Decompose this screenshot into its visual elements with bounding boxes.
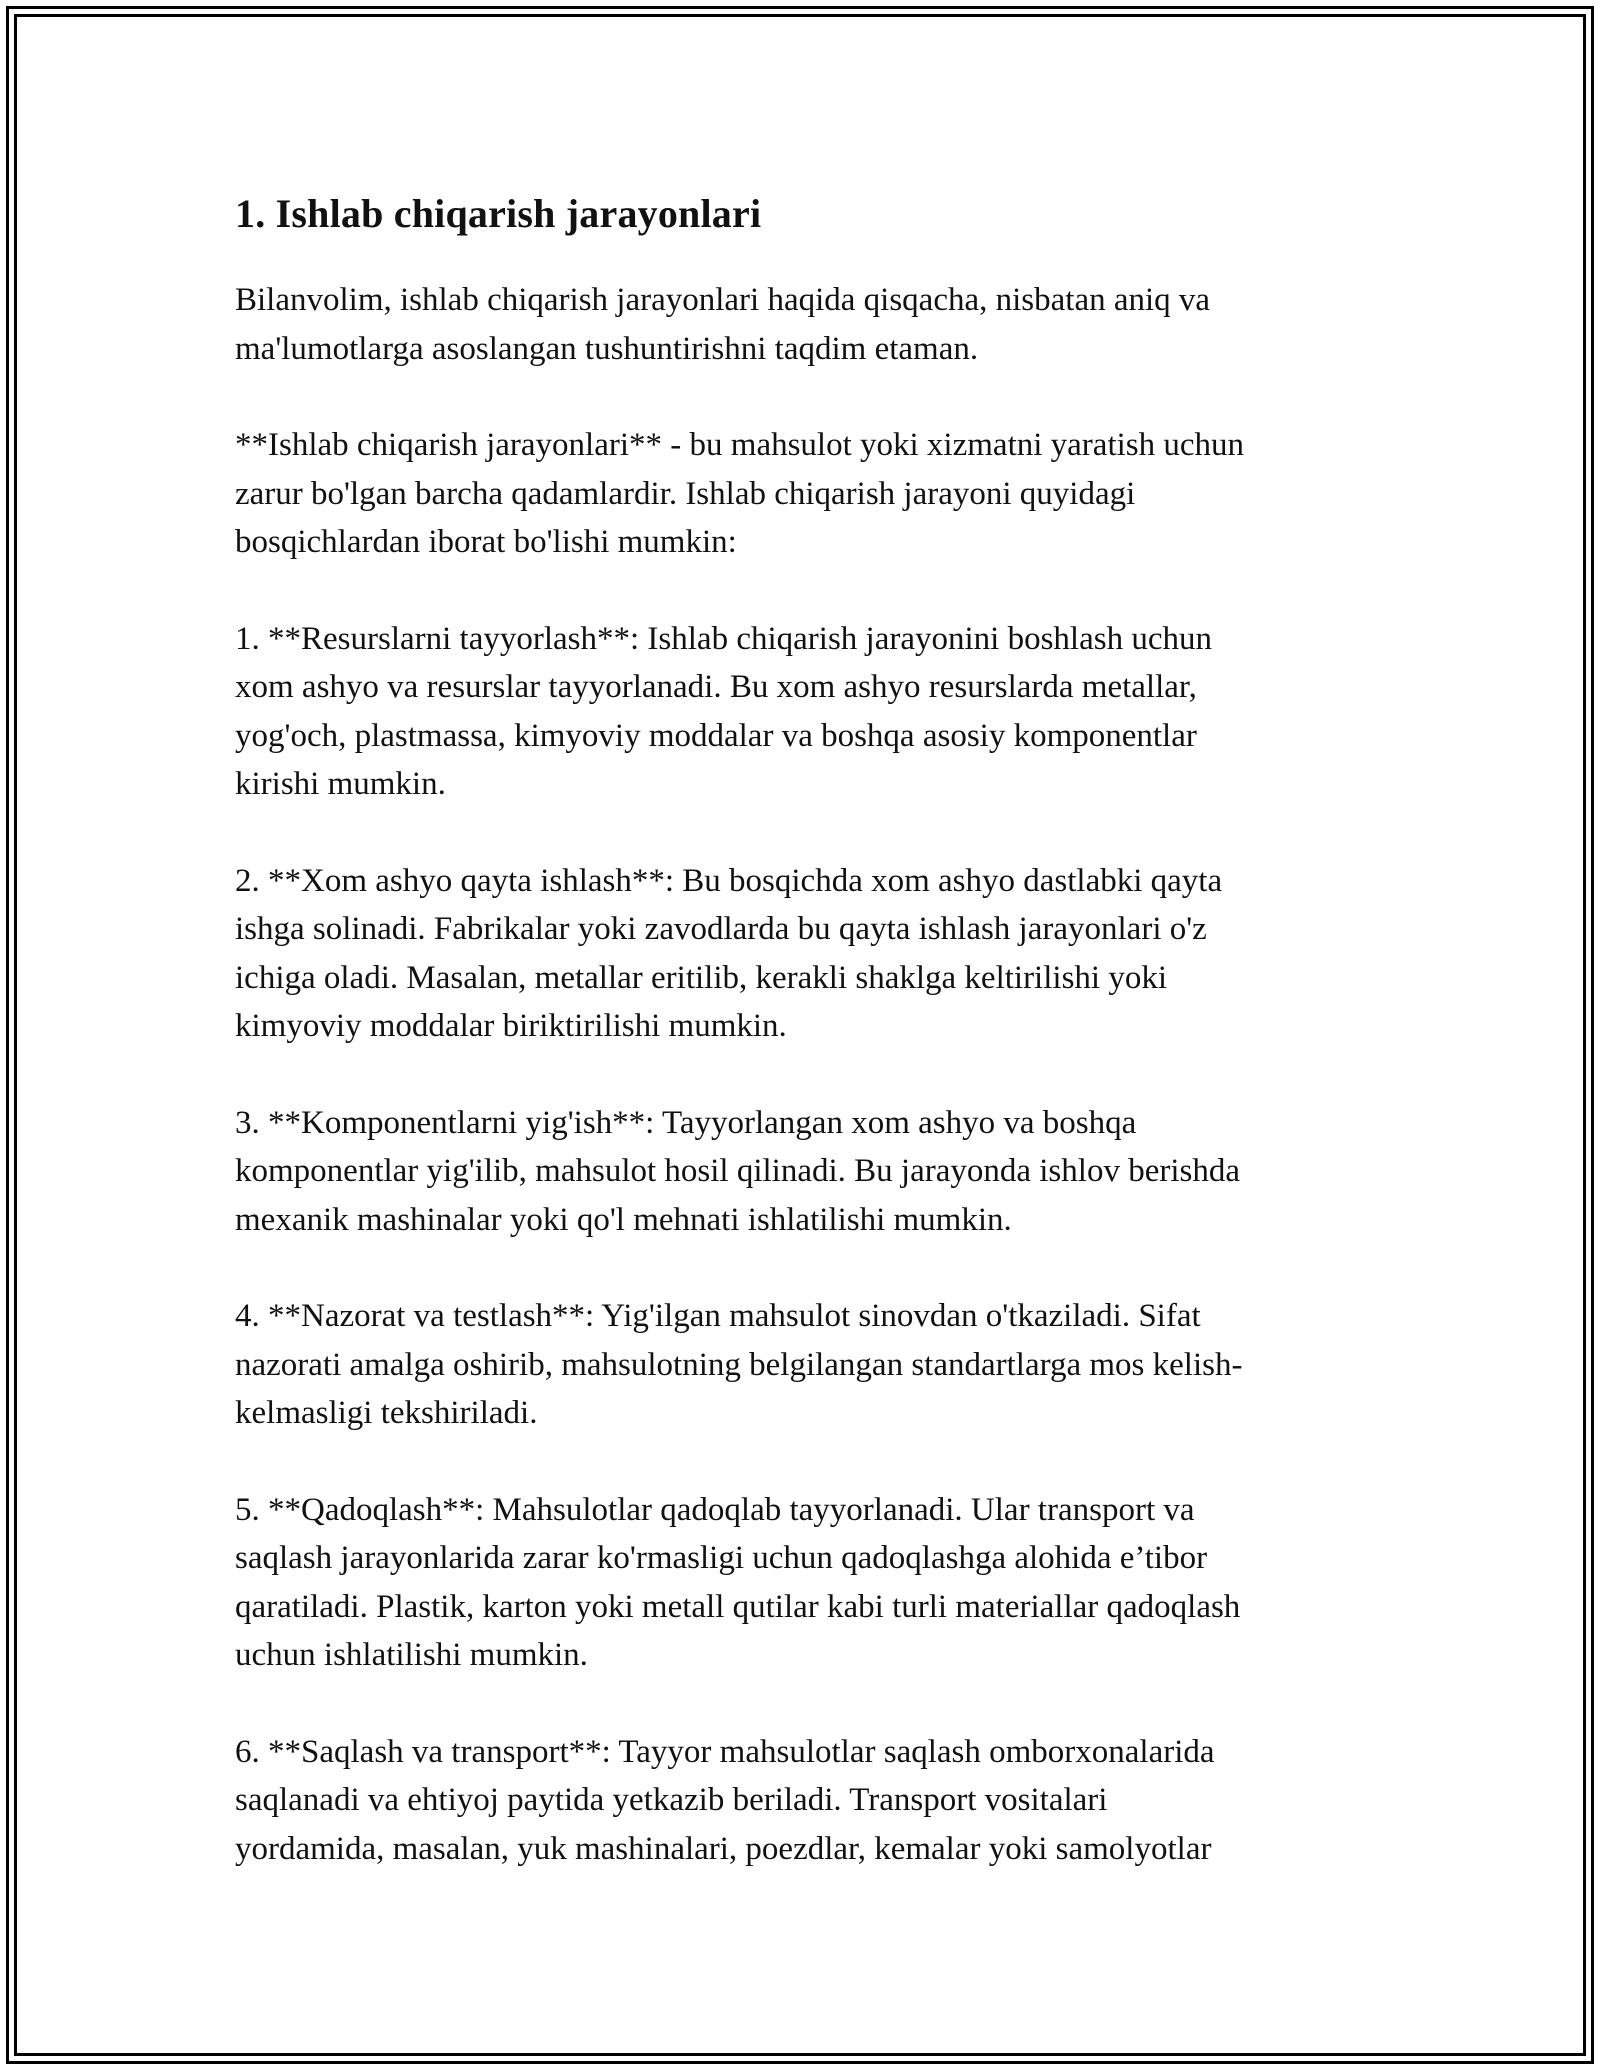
step-1-paragraph: 1. **Resurslarni tayyorlash**: Ishlab chiqarish jarayonini boshlash uchun xom ashyo va resurslar tayyorlanadi. Bu xom ashyo resurslarda metallar, yog'och, plastmassa, kimyoviy moddalar va boshqa asosiy komponentlar kirishi mumkin. <box>235 620 1212 802</box>
definition-paragraph: **Ishlab chiqarish jarayonlari** - bu mahsulot yoki xizmatni yaratish uchun zarur bo'lgan barcha qadamlardir. Ishlab chiqarish jarayoni quyidagi bosqichlardan iborat bo'lishi mumkin: <box>235 427 1245 560</box>
document-body <box>235 184 1370 1921</box>
step-3-paragraph: 3. **Komponentlarni yig'ish**: Tayyorlangan xom ashyo va boshqa komponentlar yig'ilib, mahsulot hosil qilinadi. Bu jarayonda ishlov berishda mexanik mashinalar yoki qo'l mehnati ishlatilishi mumkin. <box>235 1104 1240 1238</box>
step-2-paragraph: 2. **Xom ashyo qayta ishlash**: Bu bosqichda xom ashyo dastlabki qayta ishga solinadi. Fabrikalar yoki zavodlarda bu qayta ishlash jarayonlari o'z ichiga oladi. Masalan, metallar eritilib, kerakli shaklga keltirilishi yoki kimyoviy moddalar biriktirilishi mumkin. <box>235 862 1223 1044</box>
document-title: 1. Ishlab chiqarish jarayonlari <box>235 191 762 236</box>
step-6-paragraph: 6. **Saqlash va transport**: Tayyor mahsulotlar saqlash omborxonalarida saqlanadi va ehtiyoj paytida yetkazib beriladi. Transport vositalari yordamida, masalan, yuk mashinalari, poezdlar, kemalar yoki samolyotlar <box>235 1733 1215 1867</box>
step-5-paragraph: 5. **Qadoqlash**: Mahsulotlar qadoqlab tayyorlanadi. Ular transport va saqlash jarayonlarida zarar ko'rmasligi uchun qadoqlashga alohida e’tibor qaratiladi. Plastik, karton yoki metall qutilar kabi turli materiallar qadoqlash uchun ishlatilishi mumkin. <box>235 1491 1241 1673</box>
intro-paragraph: Bilanvolim, ishlab chiqarish jarayonlari haqida qisqacha, nisbatan aniq va ma'lumotlarga asoslangan tushuntirishni taqdim etaman. <box>235 282 1211 367</box>
step-4-paragraph: 4. **Nazorat va testlash**: Yig'ilgan mahsulot sinovdan o'tkaziladi. Sifat nazorati amalga oshirib, mahsulotning belgilangan standartlarga mos kelish- kelmasligi tekshiriladi. <box>235 1298 1243 1431</box>
